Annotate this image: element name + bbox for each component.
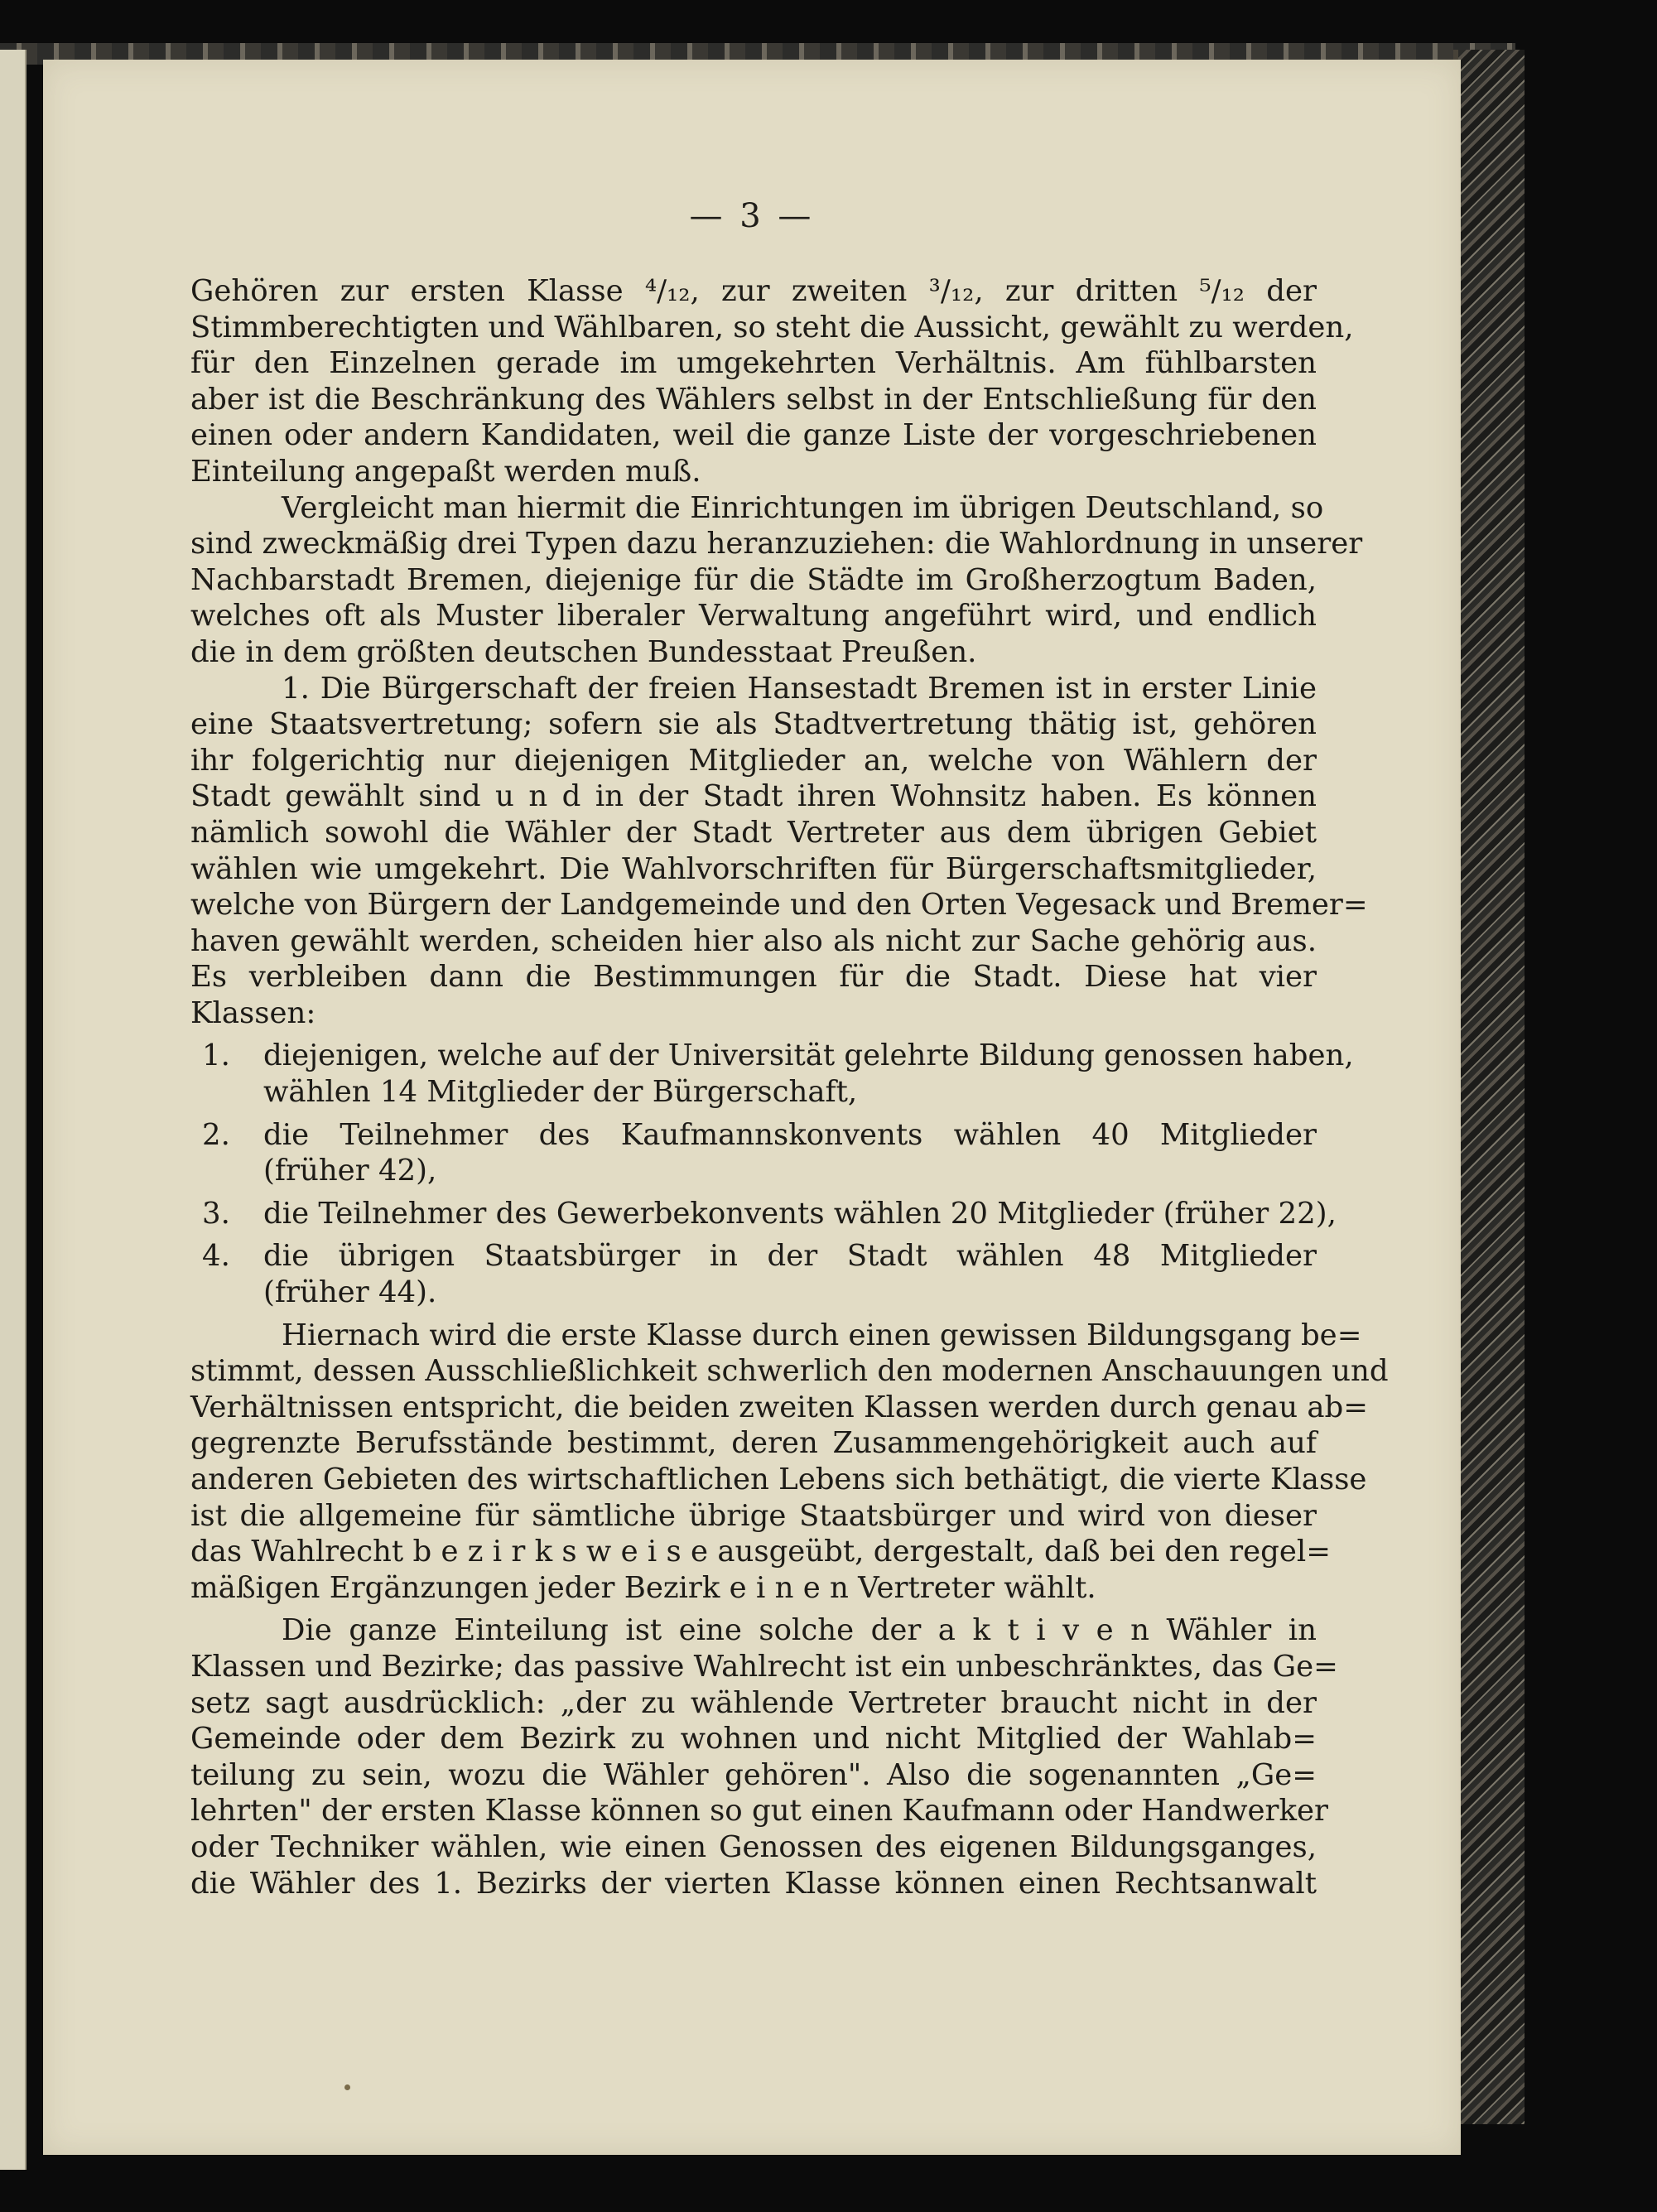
text-line: für den Einzelnen gerade im umgekehrten Verhältnis. Am fühlbarsten (190, 346, 1317, 381)
text-line: Es verbleiben dann die Bestimmungen für die Stadt. Diese hat vier (190, 960, 1317, 995)
text-line: Vergleicht man hiermit die Einrichtungen im übrigen Deutschland, so (282, 490, 1324, 525)
list-number: 1. (202, 1039, 230, 1073)
paragraph-3 (190, 671, 1368, 1032)
text-line: die übrigen Staatsbürger in der Stadt wählen 48 Mitglieder (263, 1239, 1317, 1274)
text-line: sind zweckmäßig drei Typen dazu heranzuziehen: die Wahlordnung in unserer (190, 527, 1363, 561)
text-line: (früher 44). (263, 1275, 437, 1310)
class-list (190, 1038, 1354, 1310)
text-line: setz sagt ausdrücklich: „der zu wählende Vertreter braucht nicht in der (190, 1685, 1317, 1720)
text-line: Stimmberechtigten und Wählbaren, so steht die Aussicht, gewählt zu werden, (190, 310, 1354, 345)
text-line: welches oft als Muster liberaler Verwaltung angeführt wird, und endlich (190, 599, 1317, 634)
text-line: Verhältnissen entspricht, die beiden zweiten Klassen werden durch genau ab= (190, 1390, 1369, 1424)
text-line: die in dem größten deutschen Bundesstaat Preußen. (190, 634, 977, 669)
text-line: wählen 14 Mitglieder der Bürgerschaft, (263, 1075, 858, 1110)
text-line: diejenigen, welche auf der Universität gelehrte Bildung genossen haben, (263, 1039, 1354, 1073)
text-line: Klassen und Bezirke; das passive Wahlrecht ist ein unbeschränktes, das Ge= (190, 1649, 1338, 1684)
paper-speck (344, 2084, 350, 2090)
text-line: Stadt gewählt sind u n d in der Stadt ihren Wohnsitz haben. Es können (190, 779, 1317, 814)
text-line: Nachbarstadt Bremen, diejenige für die Städte im Großherzogtum Baden, (190, 562, 1317, 597)
paragraph-2 (190, 490, 1363, 671)
text-line: eine Staatsvertretung; sofern sie als Stadtvertretung thätig ist, gehören (190, 707, 1317, 742)
page-number: — 3 — (689, 197, 815, 235)
book-page (43, 60, 1461, 2155)
text-line: die Wähler des 1. Bezirks der vierten Klasse können einen Rechtsanwalt (190, 1866, 1317, 1901)
paragraph-1 (190, 273, 1354, 490)
list-number: 3. (202, 1196, 230, 1231)
text-line: (früher 42), (263, 1154, 437, 1188)
text-line: haven gewählt werden, scheiden hier also als nicht zur Sache gehörig aus. (190, 923, 1317, 958)
page-body-text (190, 273, 1389, 1901)
paragraph-5 (190, 1612, 1338, 1901)
text-line: aber ist die Beschränkung des Wählers selbst in der Entschließung für den (190, 382, 1317, 417)
text-line: einen oder andern Kandidaten, weil die ganze Liste der vorgeschriebenen (190, 418, 1317, 453)
text-line: ist die allgemeine für sämtliche übrige Staatsbürger und wird von dieser (190, 1498, 1317, 1533)
text-line: Einteilung angepaßt werden muß. (190, 454, 701, 489)
list-item (190, 1117, 1317, 1189)
text-line: ihr folgerichtig nur diejenigen Mitglieder an, welche von Wählern der (190, 743, 1317, 778)
text-line: anderen Gebieten des wirtschaftlichen Lebens sich bethätigt, die vierte Klasse (190, 1463, 1367, 1496)
text-line: Hiernach wird die erste Klasse durch einen gewissen Bildungsgang be= (282, 1318, 1362, 1352)
text-line: nämlich sowohl die Wähler der Stadt Vertreter aus dem übrigen Gebiet (190, 815, 1317, 850)
text-line: oder Techniker wählen, wie einen Genossen des eigenen Bildungsganges, (190, 1829, 1317, 1864)
list-item (190, 1038, 1354, 1110)
text-line: gegrenzte Berufsstände bestimmt, deren Zusammengehörigkeit auch auf (190, 1426, 1317, 1461)
text-line: das Wahlrecht b e z i r k s w e i s e ausgeübt, dergestalt, daß bei den regel= (190, 1535, 1331, 1569)
text-line: Gemeinde oder dem Bezirk zu wohnen und nicht Mitglied der Wahlab= (190, 1722, 1317, 1757)
text-line: teilung zu sein, wozu die Wähler gehören". Also die sogenannten „Ge= (190, 1757, 1317, 1792)
list-item (190, 1238, 1317, 1310)
list-number: 2. (202, 1117, 230, 1152)
book-cover-edge (1453, 50, 1525, 2124)
text-line: Klassen: (190, 995, 316, 1030)
text-line: welche von Bürgern der Landgemeinde und den Orten Vegesack und Bremer= (190, 888, 1368, 923)
text-line: mäßigen Ergänzungen jeder Bezirk e i n e n Vertreter wählt. (190, 1570, 1096, 1605)
text-line: Die ganze Einteilung ist eine solche der a k t i v e n Wähler in (282, 1613, 1317, 1648)
list-item (190, 1196, 1337, 1232)
text-line: lehrten" der ersten Klasse können so gut einen Kaufmann oder Handwerker (190, 1794, 1328, 1829)
text-line: wählen wie umgekehrt. Die Wahlvorschriften für Bürgerschaftsmitglieder, (190, 851, 1317, 886)
text-line: die Teilnehmer des Kaufmannskonvents wählen 40 Mitglieder (263, 1117, 1317, 1152)
text-line: Gehören zur ersten Klasse ⁴/₁₂, zur zweiten ³/₁₂, zur dritten ⁵/₁₂ der (190, 274, 1317, 308)
text-line: 1. Die Bürgerschaft der freien Hansestadt Bremen ist in erster Linie (282, 671, 1317, 706)
paragraph-4 (190, 1318, 1389, 1607)
list-number: 4. (202, 1239, 230, 1274)
text-line: die Teilnehmer des Gewerbekonvents wählen 20 Mitglieder (früher 22), (263, 1196, 1337, 1231)
text-line: stimmt, dessen Ausschließlichkeit schwerlich den modernen Anschauungen und (190, 1354, 1389, 1389)
previous-page-strip (0, 50, 26, 2170)
